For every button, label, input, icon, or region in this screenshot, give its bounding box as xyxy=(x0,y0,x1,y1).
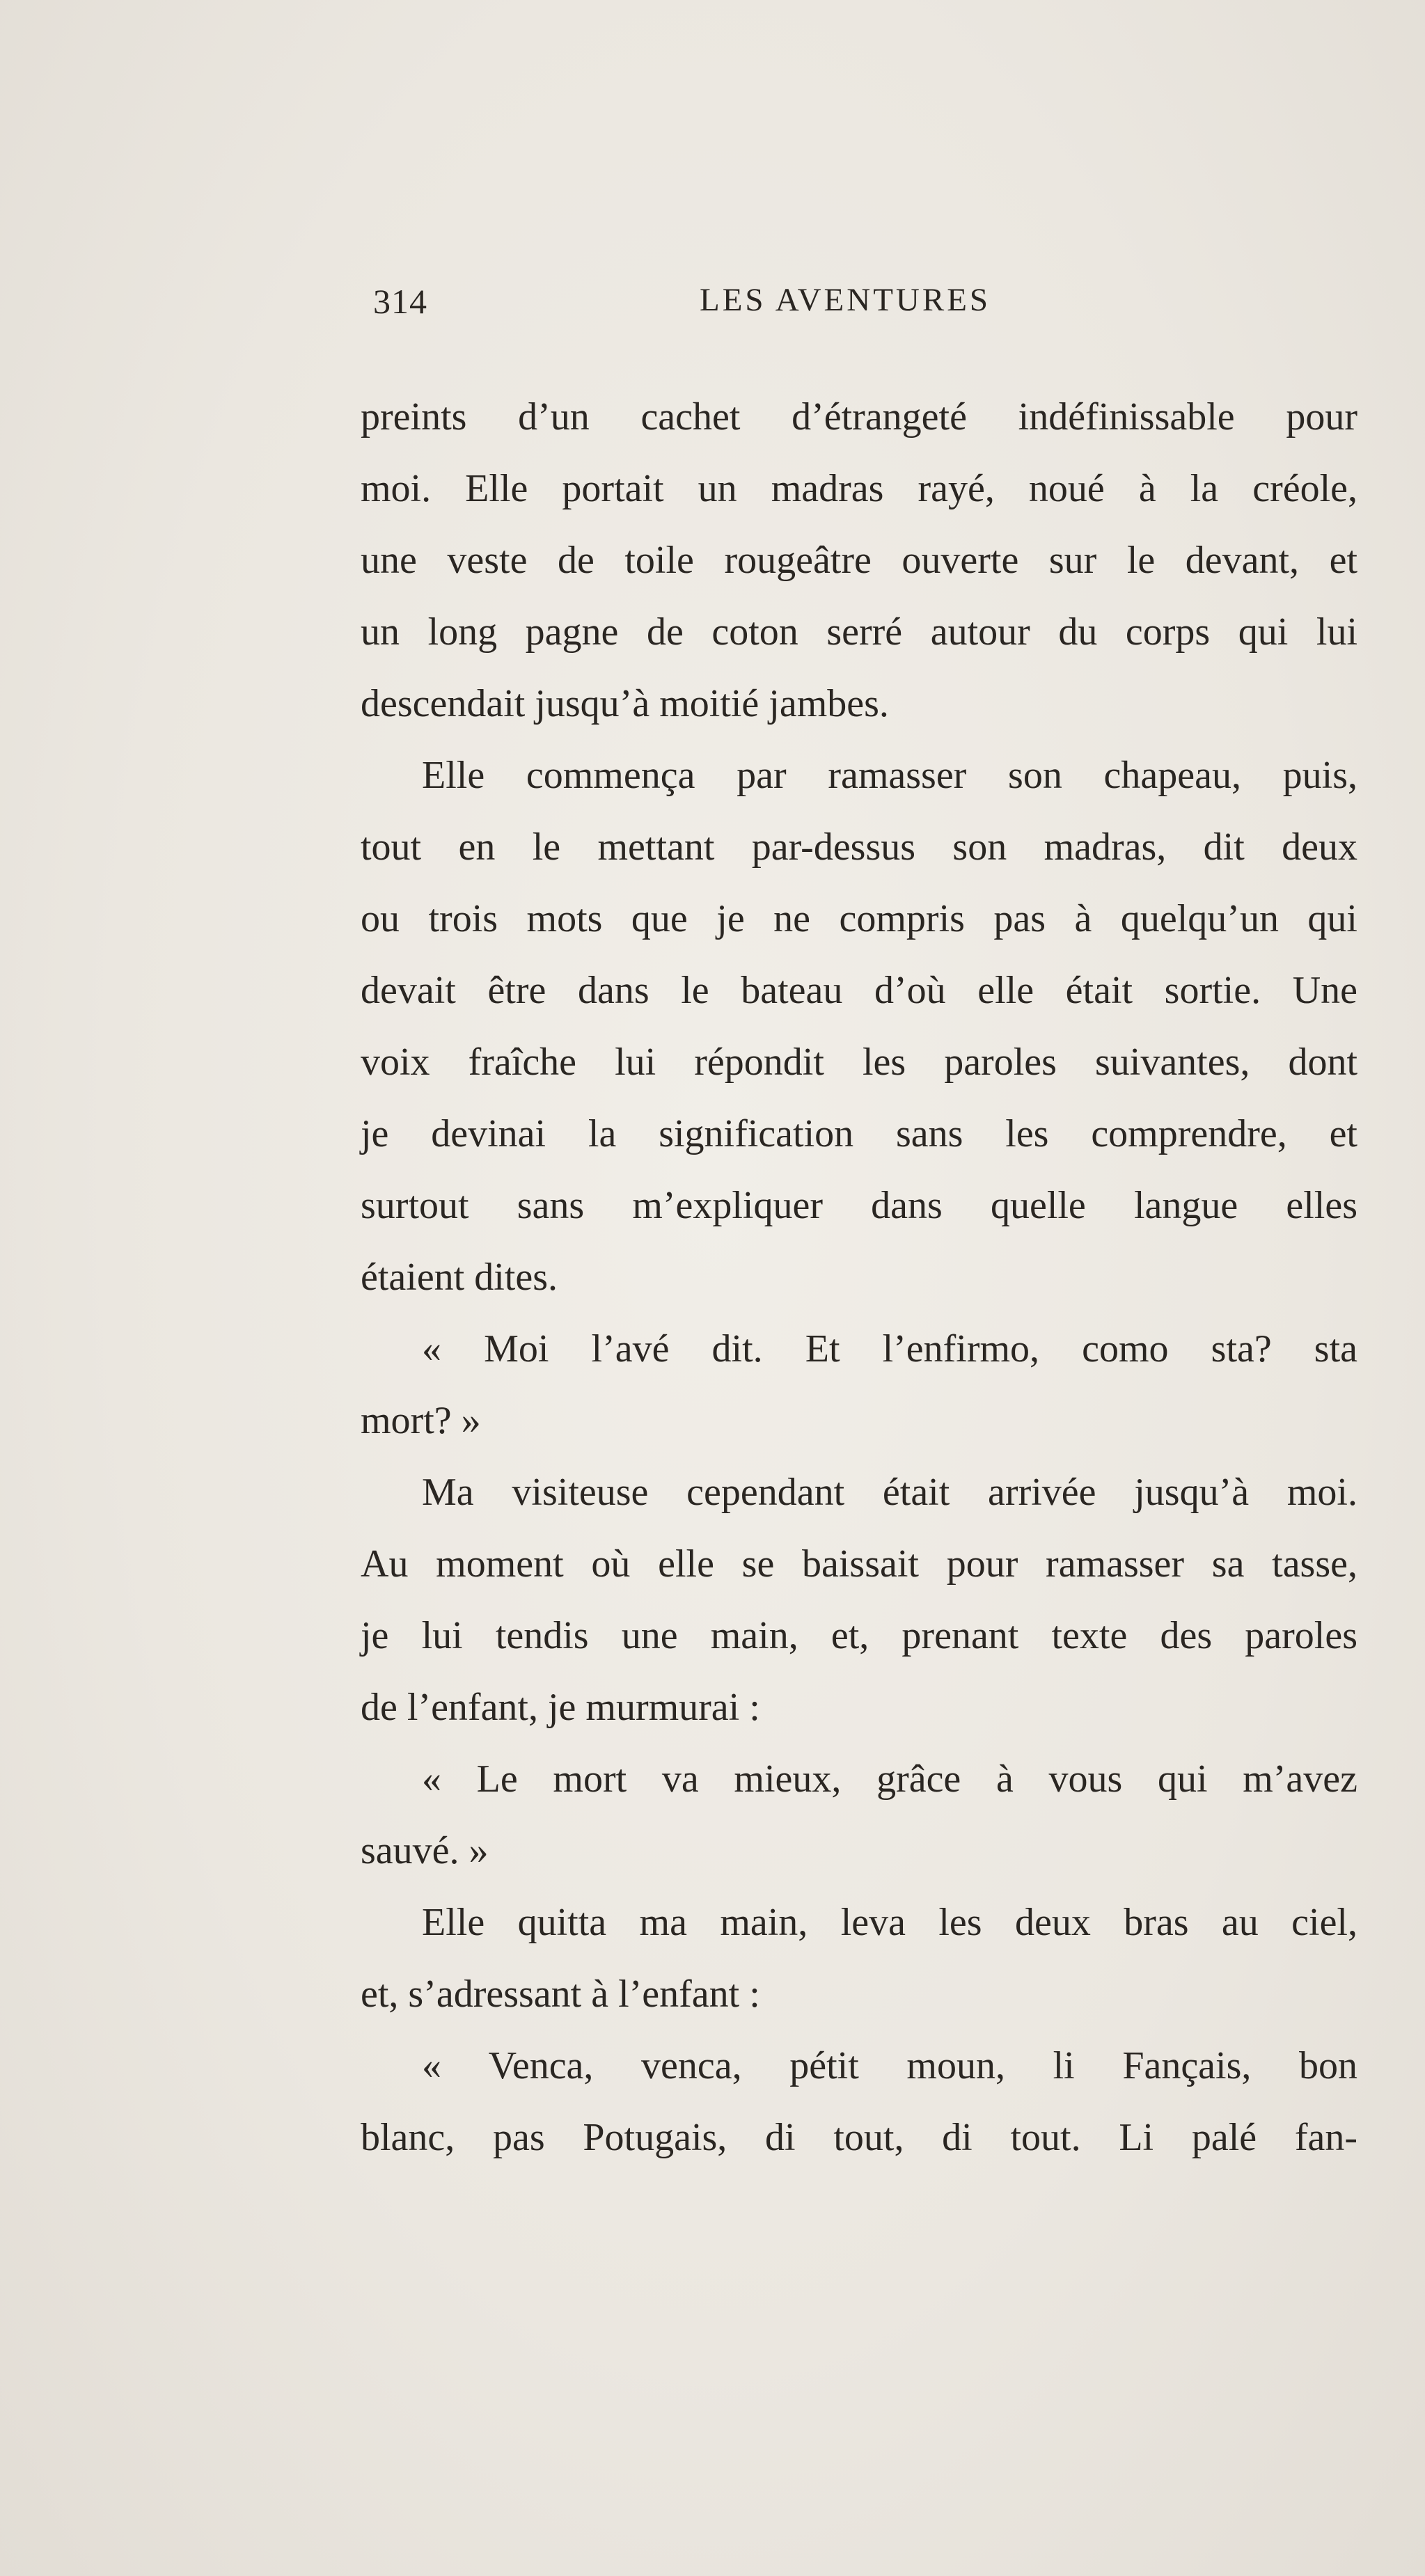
page-header xyxy=(0,281,1425,330)
text-line: « Le mort va mieux, grâce à vous qui m’avez xyxy=(422,1757,1357,1801)
running-title: LES AVENTURES xyxy=(700,282,991,318)
text-line: je devinai la signification sans les comprendre, et xyxy=(361,1112,1357,1155)
text-line: Au moment où elle se baissait pour ramasser sa tasse, xyxy=(361,1542,1357,1586)
page-number: 314 xyxy=(373,282,427,321)
text-line: je lui tendis une main, et, prenant texte des paroles xyxy=(361,1614,1357,1657)
text-line: « Moi l’avé dit. Et l’enfirmo, como sta? sta xyxy=(422,1327,1357,1370)
text-line: de l’enfant, je murmurai : xyxy=(361,1686,760,1729)
text-line: Ma visiteuse cependant était arrivée jusqu’à moi. xyxy=(422,1471,1357,1514)
text-line: devait être dans le bateau d’où elle était sortie. Une xyxy=(361,969,1357,1012)
text-line: mort? » xyxy=(361,1399,481,1442)
text-line: tout en le mettant par-dessus son madras, dit deux xyxy=(361,825,1357,869)
text-line: preints d’un cachet d’étrangeté indéfinissable pour xyxy=(361,395,1357,438)
text-line: descendait jusqu’à moitié jambes. xyxy=(361,682,889,725)
text-line: surtout sans m’expliquer dans quelle langue elles xyxy=(361,1184,1357,1227)
text-line: étaient dites. xyxy=(361,1256,558,1299)
body-text xyxy=(361,381,1357,2174)
text-line: sauvé. » xyxy=(361,1829,489,1872)
text-line: Elle commença par ramasser son chapeau, puis, xyxy=(422,754,1357,797)
text-line: et, s’adressant à l’enfant : xyxy=(361,1973,760,2016)
text-line: une veste de toile rougeâtre ouverte sur le devant, et xyxy=(361,539,1357,582)
text-line: ou trois mots que je ne compris pas à quelqu’un qui xyxy=(361,897,1357,940)
text-line: moi. Elle portait un madras rayé, noué à la créole, xyxy=(361,467,1357,510)
text-line: blanc, pas Potugais, di tout, di tout. Li palé fan- xyxy=(361,2116,1357,2159)
text-line: Elle quitta ma main, leva les deux bras au ciel, xyxy=(422,1901,1357,1944)
text-line: voix fraîche lui répondit les paroles suivantes, dont xyxy=(361,1041,1357,1084)
text-line: un long pagne de coton serré autour du corps qui lui xyxy=(361,610,1357,654)
text-line: « Venca, venca, pétit moun, li Fançais, bon xyxy=(422,2044,1357,2087)
